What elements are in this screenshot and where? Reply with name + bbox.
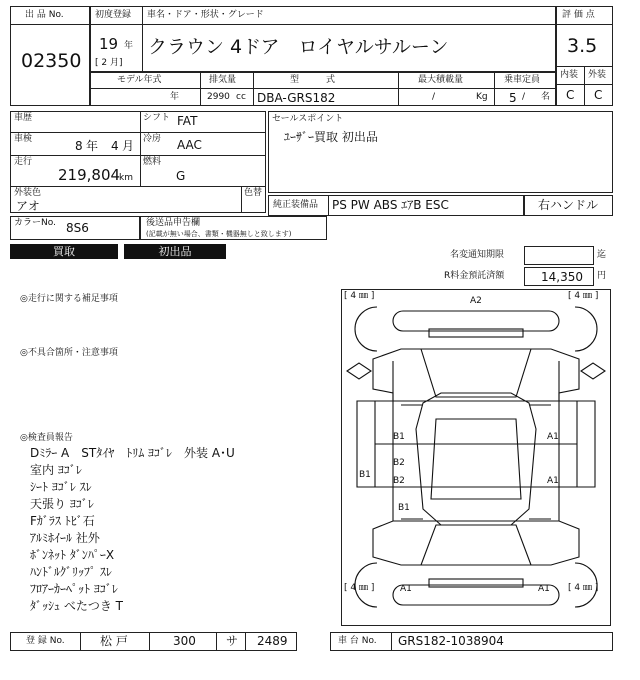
score-value: 3.5 xyxy=(567,35,598,57)
recycle-fee-value: 14,350 xyxy=(541,270,583,284)
inspector-line: ﾌﾛｱｰｶｰﾍﾟｯﾄ ﾖｺﾞﾚ xyxy=(30,582,118,596)
tire-front-left: [ 4 ㎜ ] xyxy=(344,291,375,301)
inspector-line: 天張り ﾖｺﾞﾚ xyxy=(30,497,94,511)
model-code-value: DBA-GRS182 xyxy=(257,91,336,105)
driving-notes-label: ◎走行に関する補足事項 xyxy=(20,294,118,304)
inspection-year: 8 xyxy=(75,139,83,153)
displacement-unit: cc xyxy=(236,92,246,102)
damage-mark: B1 xyxy=(359,470,371,480)
damage-mark: B2 xyxy=(393,476,405,486)
reg-place: 松 戸 xyxy=(100,634,128,648)
equipment-label: 純正装備品 xyxy=(273,200,319,210)
inspector-line: ﾀﾞｯｼｭ べたつき T xyxy=(30,599,123,613)
details-box xyxy=(10,111,266,213)
first-reg-month: [ 2 月] xyxy=(95,58,123,68)
chassis-value: GRS182-1038904 xyxy=(398,634,504,648)
inspection-month: 4 xyxy=(111,139,119,153)
lot-no-label: 出 品 No. xyxy=(25,10,64,20)
history-label: 車歴 xyxy=(14,113,33,123)
exterior-label: 外装 xyxy=(588,70,607,80)
inspector-line: ﾎﾞﾝﾈｯﾄ ﾀﾞﾝﾊﾟｰX xyxy=(30,548,115,562)
recycle-fee-label: R料金預託済額 xyxy=(444,271,505,281)
inspector-line: Fｶﾞﾗｽ ﾄﾋﾞ石 xyxy=(30,514,95,528)
tire-front-right: [ 4 ㎜ ] xyxy=(568,291,599,301)
lot-no: 02350 xyxy=(21,50,82,72)
capacity-label: 乗車定員 xyxy=(504,75,541,85)
name-change-unit: 迄 xyxy=(597,250,607,260)
color-no-label: カラーNo. xyxy=(14,218,56,228)
first-reg-label: 初度登録 xyxy=(95,10,132,20)
first-reg-year: 19 xyxy=(99,35,119,53)
sales-point-label: セールスポイント xyxy=(272,114,344,124)
model-year-unit: 年 xyxy=(170,92,180,102)
badge-kaitori: 買取 xyxy=(10,244,118,259)
score-label: 評 価 点 xyxy=(562,10,595,20)
damage-mark: A1 xyxy=(547,476,559,486)
equipment-value: PS PW ABS ｴｱB ESC xyxy=(332,198,449,212)
capacity-unit: 名 xyxy=(541,92,551,102)
fuel-value: G xyxy=(176,169,186,183)
reg-class: 300 xyxy=(173,634,196,648)
car-name-label: 車名・ドア・形状・グレード xyxy=(147,10,264,20)
inspection-label: 車検 xyxy=(14,134,33,144)
exterior-grade: C xyxy=(594,88,603,102)
damage-mark: B2 xyxy=(393,458,405,468)
damage-mark: A1 xyxy=(400,584,412,594)
first-reg-year-unit: 年 xyxy=(124,41,134,51)
damage-mark: B1 xyxy=(398,503,410,513)
ac-label: 冷房 xyxy=(143,134,162,144)
max-load-unit: Kg xyxy=(476,92,488,102)
chassis-label: 車 台 No. xyxy=(338,636,377,646)
ac-value: AAC xyxy=(177,138,202,152)
name-change-box xyxy=(524,246,594,265)
ext-color-label: 外装色 xyxy=(14,188,42,198)
car-outline xyxy=(341,289,611,626)
displacement-value: 2990 xyxy=(207,92,230,102)
capacity-value: 5 xyxy=(509,91,517,105)
inspector-line: Dﾐﾗｰ A STﾀｲﾔ ﾄﾘﾑ ﾖｺﾞﾚ 外装 A･U xyxy=(30,446,235,460)
mileage-value: 219,804 xyxy=(58,166,121,184)
damage-mark: A2 xyxy=(470,296,482,306)
reg-kana: サ xyxy=(226,634,239,648)
reg-no-label: 登 録 No. xyxy=(26,636,65,646)
ext-color-value: アオ xyxy=(16,199,40,213)
color-change-label: 色替 xyxy=(244,188,263,198)
sales-point-value: ﾕｰｻﾞｰ買取 初出品 xyxy=(284,130,378,144)
interior-grade: C xyxy=(566,88,575,102)
inspection-year-unit: 年 xyxy=(86,139,99,153)
car-name: クラウン 4ドア ロイヤルサルーン xyxy=(148,36,449,58)
tire-rear-right: [ 4 ㎜ ] xyxy=(568,583,599,593)
damage-mark: A1 xyxy=(547,432,559,442)
max-load-label: 最大積載量 xyxy=(418,75,464,85)
mileage-label: 走行 xyxy=(14,157,33,167)
inspection-month-unit: 月 xyxy=(122,139,135,153)
defects-label: ◎不具合箇所・注意事項 xyxy=(20,348,118,358)
color-no-value: 8S6 xyxy=(66,221,89,235)
tire-rear-left: [ 4 ㎜ ] xyxy=(344,583,375,593)
handle-value: 右ハンドル xyxy=(538,198,599,212)
mileage-unit: km xyxy=(119,173,133,183)
recycle-fee-unit: 円 xyxy=(597,271,607,281)
interior-label: 内装 xyxy=(560,70,579,80)
inspector-line: ﾊﾝﾄﾞﾙｸﾞﾘｯﾌﾟ ｽﾚ xyxy=(30,565,112,579)
inspector-line: 室内 ﾖｺﾞﾚ xyxy=(30,463,82,477)
model-code-label: 型 式 xyxy=(290,75,336,85)
shift-value: FAT xyxy=(177,114,198,128)
inspector-line: ｼｰﾄ ﾖｺﾞﾚ ｽﾚ xyxy=(30,480,92,494)
badge-first-listing: 初出品 xyxy=(124,244,226,259)
shift-label: シフト xyxy=(143,113,171,123)
docs-note: (記載が無い場合、書類・機器無しと致します) xyxy=(146,230,292,238)
inspector-line: ｱﾙﾐﾎｲｰﾙ 社外 xyxy=(30,531,100,545)
inspector-label: ◎検査員報告 xyxy=(20,433,73,443)
damage-mark: B1 xyxy=(393,432,405,442)
model-year-label: モデル年式 xyxy=(117,75,162,85)
capacity-sep: / xyxy=(522,92,526,102)
fuel-label: 燃料 xyxy=(143,157,162,167)
displacement-label: 排気量 xyxy=(209,75,237,85)
reg-number: 2489 xyxy=(257,634,288,648)
max-load-value: / xyxy=(432,92,436,102)
damage-mark: A1 xyxy=(538,584,550,594)
name-change-label: 名変通知期限 xyxy=(450,250,505,260)
docs-label: 後送品申告欄 xyxy=(146,218,201,228)
